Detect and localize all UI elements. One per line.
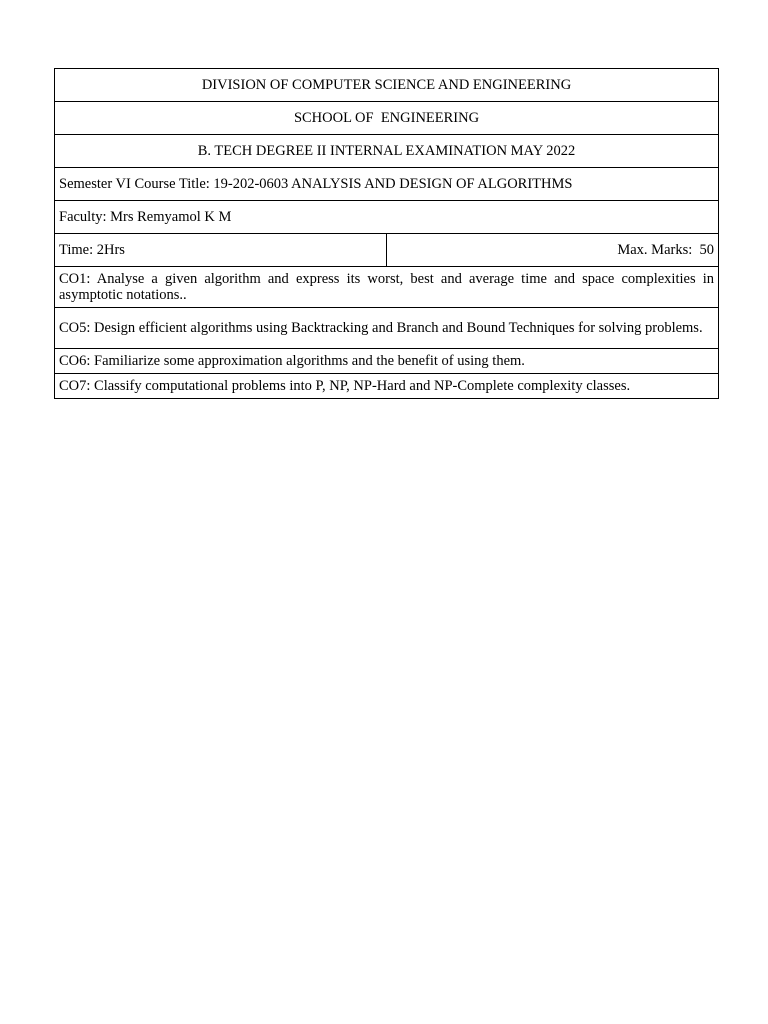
course-row [55,168,719,201]
exam-header-table [54,68,719,399]
school-title: SCHOOL OF ENGINEERING [55,102,719,135]
course-outcome-co6: CO6: Familiarize some approximation algorithms and the benefit of using them. [55,349,719,374]
course-outcome-co1: CO1: Analyse a given algorithm and express its worst, best and average time and space complexities in asymptotic notations.. [55,267,719,308]
exam-row [55,135,719,168]
course-title: Semester VI Course Title: 19-202-0603 ANALYSIS AND DESIGN OF ALGORITHMS [55,168,719,201]
faculty-row [55,201,719,234]
school-row [55,102,719,135]
course-outcome-co5: CO5: Design efficient algorithms using Backtracking and Branch and Bound Techniques for solving problems. [55,308,719,349]
division-title: DIVISION OF COMPUTER SCIENCE AND ENGINEERING [55,69,719,102]
exam-title: B. TECH DEGREE II INTERNAL EXAMINATION MAY 2022 [55,135,719,168]
max-marks: Max. Marks: 50 [387,234,719,267]
course-outcome-row [55,267,719,308]
course-outcome-row [55,308,719,349]
course-outcome-co7: CO7: Classify computational problems into P, NP, NP-Hard and NP-Complete complexity classes. [55,374,719,399]
faculty-name: Faculty: Mrs Remyamol K M [55,201,719,234]
course-outcome-row [55,349,719,374]
division-row [55,69,719,102]
time-allowed: Time: 2Hrs [55,234,387,267]
course-outcome-row [55,374,719,399]
time-marks-row [55,234,719,267]
